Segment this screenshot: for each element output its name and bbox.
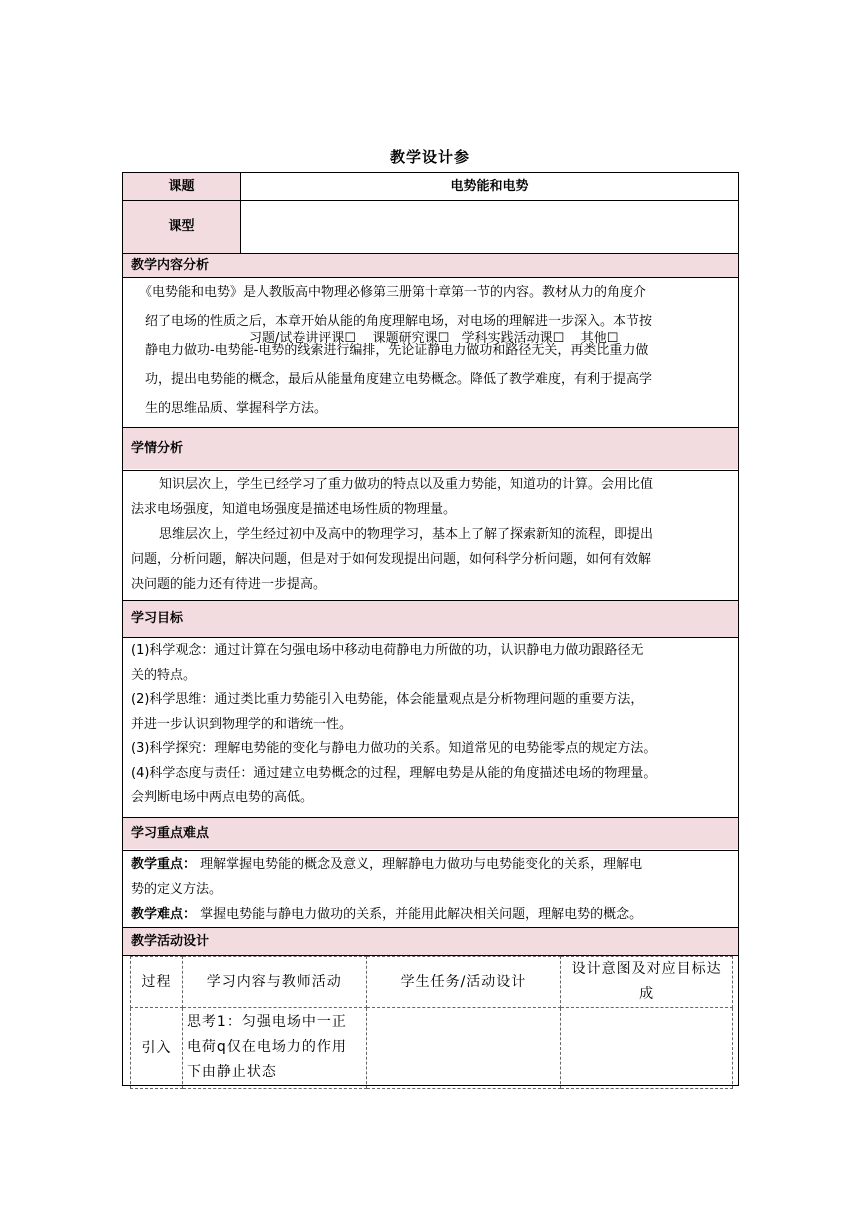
- row-intent: [561, 1008, 733, 1089]
- goal-line: (1)科学观念：通过计算在匀强电场中移动电荷静电力所做的功，认识静电力做功跟路径无: [131, 643, 644, 658]
- table-row: [131, 1008, 733, 1089]
- teaching-focus-label: 教学重点：: [131, 857, 197, 872]
- type-label-cell: [123, 201, 240, 253]
- divider: [123, 253, 738, 254]
- teaching-difficulty-line: [131, 902, 732, 927]
- activity-heading-cell: [123, 928, 738, 955]
- key-points-heading: 学习重点难点: [131, 826, 210, 841]
- goals-heading: 学习目标: [131, 611, 184, 626]
- divider: [123, 200, 738, 201]
- teaching-focus-continued: 势的定义方法。: [131, 882, 223, 897]
- divider: [123, 470, 738, 471]
- type-options-line-2: 习题/试卷讲评课☐ 课题研究课☐ 学科实践活动课☐ 其他☐: [249, 331, 619, 346]
- key-points-heading-cell: [123, 818, 738, 849]
- content-analysis-line: 绍了电场的性质之后，本章开始从能的角度理解电场，对电场的理解进一步深入。本节按: [145, 314, 653, 329]
- activity-table-header-row: [131, 957, 733, 1008]
- divider: [240, 173, 241, 253]
- goal-line: (2)科学思维：通过类比重力势能引入电势能，体会能量观点是分析物理问题的重要方法，: [131, 692, 644, 707]
- learner-analysis-heading: 学情分析: [131, 441, 184, 456]
- row-content: 思考1：匀强电场中一正电荷q仅在电场力的作用下由静止状态: [182, 1008, 366, 1089]
- content-analysis-body: [123, 278, 738, 428]
- topic-value-cell: [241, 173, 738, 200]
- activity-table: [130, 956, 733, 1089]
- col-header-intent: 设计意图及对应目标达成: [561, 957, 733, 1008]
- divider: [123, 277, 738, 278]
- teaching-focus-line: [131, 852, 732, 877]
- learner-analysis-body: [123, 472, 738, 599]
- row-task: [366, 1008, 561, 1089]
- divider: [123, 637, 738, 638]
- type-label: 课型: [168, 219, 195, 234]
- lesson-plan-table: [122, 172, 739, 1086]
- learner-analysis-line: 思维层次上，学生经过初中及高中的物理学习，基本上了解了探索新知的流程，即提出: [159, 527, 654, 542]
- goal-line: 并进一步认识到物理学的和谐统一性。: [131, 716, 353, 732]
- topic-label: 课题: [168, 179, 195, 194]
- content-analysis-line: 《电势能和电势》是人教版高中物理必修第三册第十章第一节的内容。教材从力的角度介: [139, 285, 647, 300]
- learner-analysis-line: 法求电场强度，知道电场强度是描述电场性质的物理量。: [131, 502, 457, 517]
- teaching-difficulty-text: 掌握电势能与静电力做功的关系，并能用此解决相关问题，理解电势的概念。: [196, 907, 643, 922]
- divider: [123, 927, 738, 928]
- divider: [123, 600, 738, 601]
- learner-analysis-line: 知识层次上，学生已经学习了重力做功的特点以及重力势能，知道功的计算。会用比值: [159, 477, 654, 492]
- key-points-body: [123, 852, 738, 928]
- content-analysis-heading: 教学内容分析: [131, 258, 210, 273]
- teaching-focus-text: 理解掌握电势能的概念及意义，理解静电力做功与电势能变化的关系，理解电: [196, 857, 643, 872]
- divider: [123, 955, 738, 956]
- content-analysis-line: 功，提出电势能的概念，最后从能量角度建立电势概念。降低了教学难度，有利于提高学: [145, 372, 653, 387]
- row-process: 引入: [131, 1008, 183, 1089]
- col-header-content: 学习内容与教师活动: [182, 957, 366, 1008]
- learner-analysis-line: 决问题的能力还有待进一步提高。: [131, 577, 327, 592]
- teaching-difficulty-label: 教学难点：: [131, 907, 197, 922]
- divider: [123, 850, 738, 851]
- content-analysis-line: 静电力做功-电势能-电势的线索进行编排，先论证静电力做功和路径无关，再类比重力做: [145, 343, 649, 358]
- learner-analysis-line: 问题，分析问题，解决问题，但是对于如何发现提出问题，如何科学分析问题，如何有效解: [131, 552, 652, 567]
- goals-body: [123, 638, 738, 818]
- goal-line: (4)科学态度与责任：通过建立电势概念的过程，理解电势是从能的角度描述电场的物理量。: [131, 765, 657, 781]
- divider: [123, 427, 738, 428]
- col-header-process: 过程: [131, 957, 183, 1008]
- goal-line: 会判断电场中两点电势的高低。: [131, 790, 314, 805]
- topic-value: 电势能和电势: [450, 179, 529, 194]
- goal-line: 关的特点。: [131, 667, 197, 683]
- content-analysis-line: 生的思维品质、掌握科学方法。: [145, 401, 328, 416]
- learner-analysis-heading-cell: [123, 428, 738, 469]
- topic-label-cell: [123, 173, 240, 200]
- content-analysis-heading-cell: [123, 254, 738, 278]
- divider: [123, 817, 738, 818]
- goals-heading-cell: [123, 601, 738, 637]
- activity-heading: 教学活动设计: [131, 934, 210, 949]
- goal-line: (3)科学探究：理解电势能的变化与静电力做功的关系。知道常见的电势能零点的规定方法。: [131, 741, 657, 756]
- col-header-task: 学生任务/活动设计: [366, 957, 561, 1008]
- page-title: 教学设计参: [389, 148, 470, 166]
